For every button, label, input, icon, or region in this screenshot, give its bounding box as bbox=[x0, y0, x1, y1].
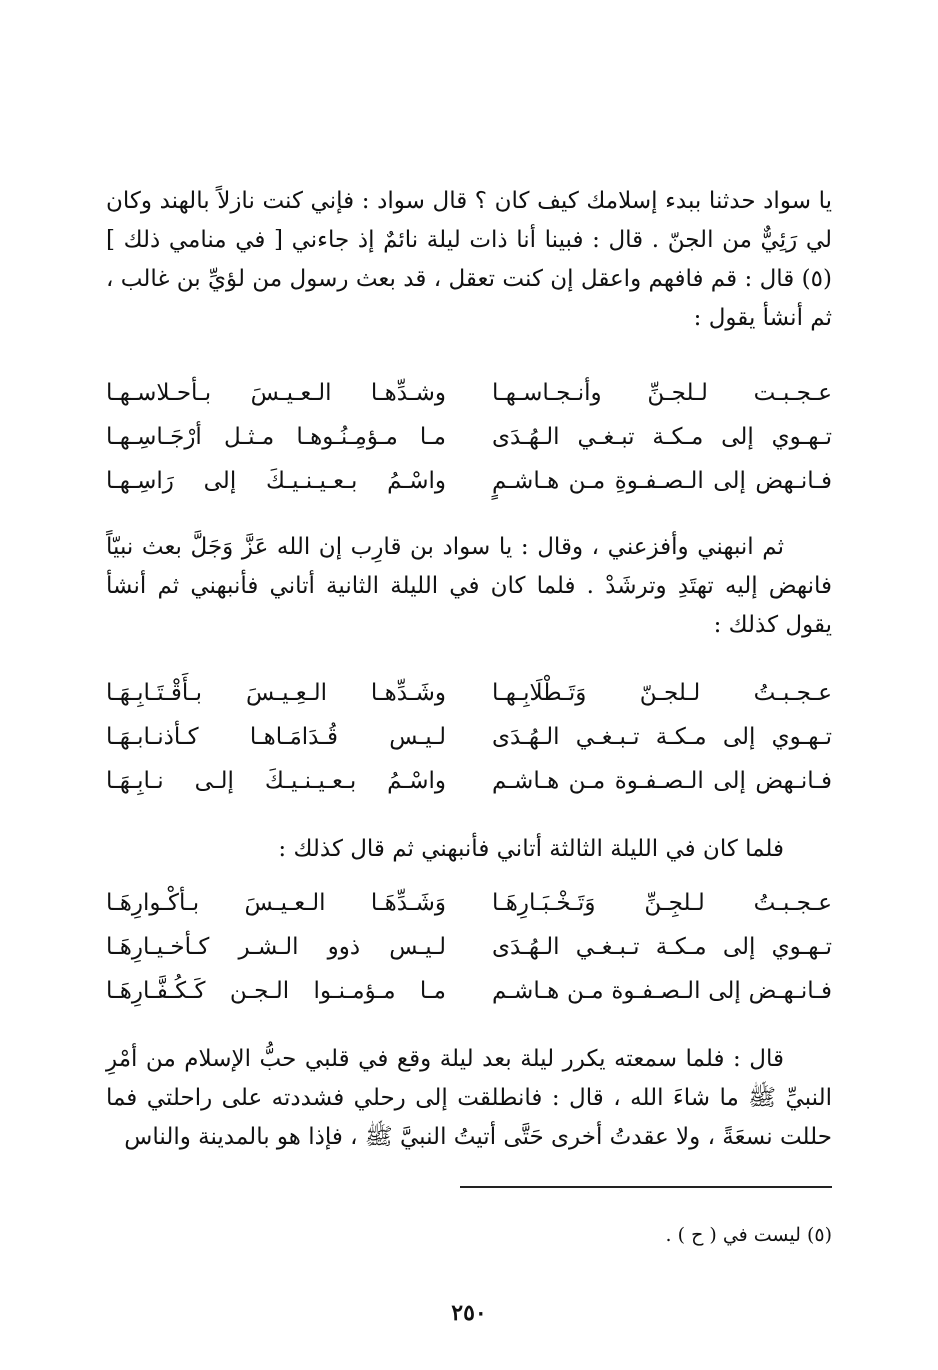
poem-third bbox=[106, 890, 832, 1022]
verse-first-hemistich: تـهـوي إلى مـكـة تبـغـي الـهُـدَى bbox=[492, 424, 832, 450]
verse-first-hemistich: فـانـهـض إلى الـصـفـوة مـن هـاشـم bbox=[492, 978, 832, 1004]
verse-second-hemistich: واسْـمُ بـعـيـنـيـكَ إلى رَاسِـهـا bbox=[106, 468, 446, 494]
verse-first-hemistich: تـهـوي إلى مـكـة تـبـغـي الـهُـدَى bbox=[492, 934, 832, 960]
poem-first bbox=[106, 380, 832, 512]
verse-first-hemistich: فـانـهض إلى الـصـفـوة مـن هـاشـم bbox=[492, 768, 832, 794]
verse-first-hemistich: فـانـهض إلى الـصـفـوةِ مـن هـاشـمٍ bbox=[492, 468, 832, 494]
paragraph-conversion bbox=[106, 1040, 832, 1157]
paragraph-text: ثم انبهني وأفزعني ، وقال : يا سواد بن قارِب إن الله عَزَّ وَجَلَّ بعث نبيّاً فانهض إليه تهتَدِ وترشَدْ . فلما كان في الليلة الثانية أتاني فأنبهني ثم أنشأ يقول كذلك : bbox=[106, 534, 832, 638]
paragraph-text: قال : فلما سمعته يكرر ليلة بعد ليلة وقع في قلبي حبُّ الإسلام من أمْرِ النبيِّ ﷺ ما شاءَ الله ، قال : فانطلقت إلى رحلي فشددته على راحلتي فما حللت نسعَةً ، ولا عقدتُ أخرى حَتَّى أتيتُ النبيَّ ﷺ ، فإذا هو بالمدينة والناس bbox=[106, 1046, 832, 1150]
paragraph-third-night bbox=[106, 830, 832, 869]
verse-line bbox=[106, 724, 832, 768]
verse-line bbox=[106, 978, 832, 1022]
verse-second-hemistich: وَشَـدِّهَـا الـعـيـسَ بـأكْـوارِهَـا bbox=[106, 890, 446, 916]
verse-line bbox=[106, 424, 832, 468]
verse-first-hemistich: عـجـبـتُ لـلجِـنِّ وَتَـخْـبَـارِهَـا bbox=[492, 890, 832, 916]
verse-second-hemistich: لـيـس قُـدَامَـاهـا كـأذنـابـهَـا bbox=[106, 724, 446, 750]
paragraph-opening bbox=[106, 182, 832, 338]
verse-line bbox=[106, 890, 832, 934]
verse-second-hemistich: وشَـدِّهـا الـعِـيـسَ بـأَقْـتَـابِـهَـا bbox=[106, 680, 446, 706]
verse-first-hemistich: عـجـبـت لـلجـنِّ وأنـجـاسـهـا bbox=[492, 380, 832, 406]
verse-line bbox=[106, 380, 832, 424]
paragraph-text: فلما كان في الليلة الثالثة أتاني فأنبهني ثم قال كذلك : bbox=[278, 836, 784, 862]
verse-line bbox=[106, 468, 832, 512]
poem-second bbox=[106, 680, 832, 812]
verse-second-hemistich: وشـدِّهـا الـعـيـسَ بـأحـلاسـهـا bbox=[106, 380, 446, 406]
page-number: ٢٥٠ bbox=[451, 1300, 487, 1326]
footnote: (٥) ليست في ( ح ) . bbox=[665, 1224, 832, 1246]
verse-second-hemistich: مـا مـؤمـنـوا الـجـن كَـكُـفَّـارِهَـا bbox=[106, 978, 446, 1004]
verse-first-hemistich: عـجـبـتُ لـلجـنّ وَتَـطْلَابِـهـا bbox=[492, 680, 832, 706]
verse-second-hemistich: لـيـس ذوو الـشـر كـأخـيـارِهَـا bbox=[106, 934, 446, 960]
footnote-divider bbox=[460, 1186, 832, 1188]
verse-second-hemistich: مـا مـؤمِـنُـوهـا مـثـل أرْجَـاسِـهـا bbox=[106, 424, 446, 450]
paragraph-text: يا سواد حدثنا ببدء إسلامك كيف كان ؟ قال سواد : فإني كنت نازلاً بالهند وكان لي رَئِيٌّ من الجنّ . قال : فبينا أنا ذات ليلة نائمٌ إذ جاءني [ في منامي ذلك ](٥) قال : قم فافهم واعقل إن كنت تعقل ، قد بعث رسول من لؤيِّ بن غالب ، ثم أنشأ يقول : bbox=[106, 188, 832, 331]
verse-second-hemistich: واسْـمُ بـعـيـنـيـكَ إلـى نـابِـهَـا bbox=[106, 768, 446, 794]
paragraph-second-night bbox=[106, 528, 832, 645]
verse-first-hemistich: تـهـوي إلى مـكـة تـبـغـي الـهُـدَى bbox=[492, 724, 832, 750]
verse-line bbox=[106, 768, 832, 812]
verse-line bbox=[106, 680, 832, 724]
verse-line bbox=[106, 934, 832, 978]
